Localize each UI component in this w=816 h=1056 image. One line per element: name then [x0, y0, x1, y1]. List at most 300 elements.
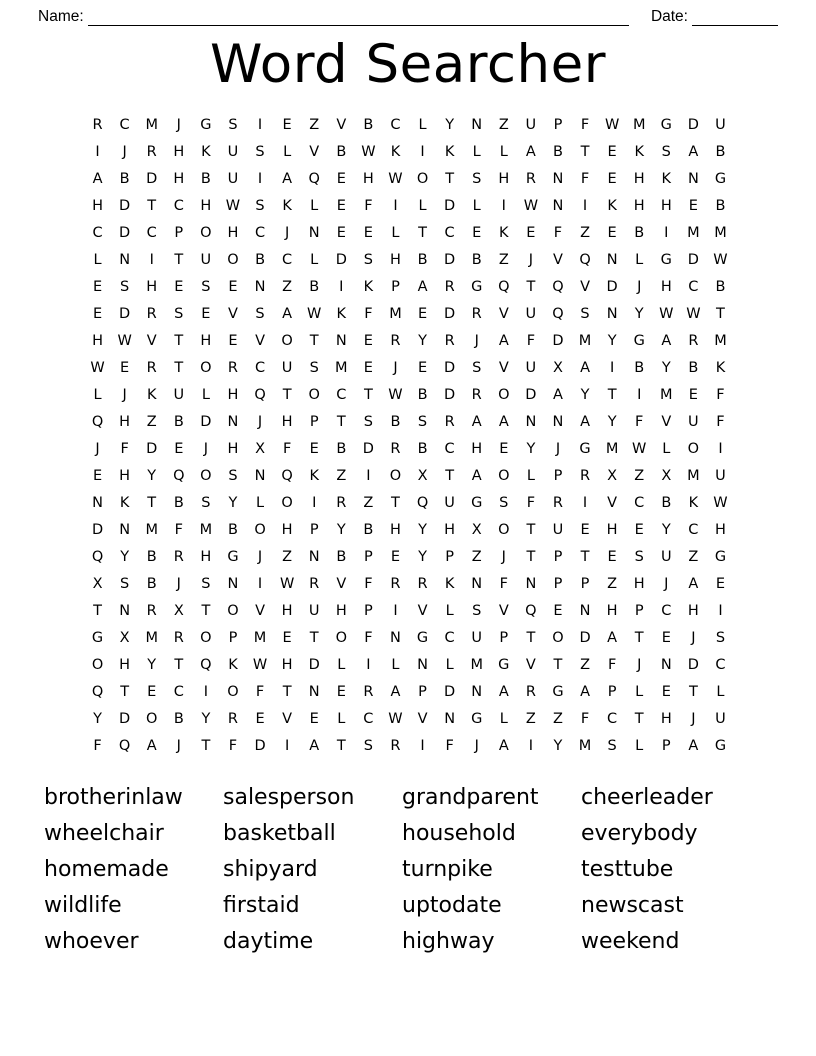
grid-cell[interactable]: H [633, 171, 645, 187]
grid-cell[interactable]: Y [418, 333, 427, 349]
grid-cell[interactable]: Z [336, 468, 347, 484]
grid-cell[interactable]: I [582, 495, 588, 511]
grid-cell[interactable]: F [716, 387, 725, 403]
grid-cell[interactable]: F [364, 198, 373, 214]
grid-cell[interactable]: W [523, 198, 539, 214]
grid-cell[interactable]: U [715, 711, 726, 727]
grid-cell[interactable]: F [499, 576, 508, 592]
grid-cell[interactable]: E [201, 306, 211, 322]
grid-cell[interactable]: N [308, 549, 320, 565]
grid-cell[interactable]: B [173, 711, 184, 727]
grid-cell[interactable]: B [661, 495, 672, 511]
grid-cell[interactable]: D [254, 738, 266, 754]
word-list-item[interactable]: wildlife [44, 893, 122, 918]
grid-cell[interactable]: N [308, 225, 320, 241]
grid-cell[interactable]: H [444, 522, 456, 538]
grid-cell[interactable]: B [146, 549, 157, 565]
grid-cell[interactable]: X [417, 468, 428, 484]
grid-cell[interactable]: L [337, 657, 346, 673]
grid-cell[interactable]: V [227, 306, 238, 322]
grid-cell[interactable]: S [661, 144, 671, 160]
grid-cell[interactable]: V [580, 279, 590, 295]
grid-cell[interactable]: T [445, 468, 455, 484]
grid-cell[interactable]: W [713, 252, 728, 268]
grid-cell[interactable]: P [553, 576, 563, 592]
word-list-item[interactable]: basketball [223, 821, 336, 846]
grid-cell[interactable]: M [335, 360, 348, 376]
grid-cell[interactable]: E [309, 441, 319, 457]
grid-cell[interactable]: L [635, 252, 644, 268]
grid-cell[interactable]: G [633, 333, 645, 349]
grid-cell[interactable]: J [501, 549, 506, 565]
grid-cell[interactable]: V [146, 333, 157, 349]
grid-cell[interactable]: J [691, 711, 696, 727]
grid-cell[interactable]: S [472, 603, 482, 619]
grid-cell[interactable]: I [393, 198, 398, 214]
grid-cell[interactable]: H [362, 171, 374, 187]
grid-cell[interactable]: X [552, 360, 563, 376]
grid-cell[interactable]: I [420, 738, 425, 754]
grid-cell[interactable]: T [526, 630, 536, 646]
grid-cell[interactable]: X [119, 630, 130, 646]
grid-cell[interactable]: V [498, 360, 509, 376]
grid-cell[interactable]: S [363, 252, 373, 268]
grid-cell[interactable]: W [252, 657, 268, 673]
grid-cell[interactable]: T [201, 603, 211, 619]
grid-cell[interactable]: E [174, 279, 184, 295]
grid-cell[interactable]: N [254, 279, 266, 295]
grid-cell[interactable]: S [634, 549, 644, 565]
grid-cell[interactable]: E [607, 144, 617, 160]
grid-cell[interactable]: T [526, 522, 536, 538]
grid-cell[interactable]: R [417, 576, 428, 592]
grid-cell[interactable]: E [336, 198, 346, 214]
grid-cell[interactable]: U [525, 360, 537, 376]
grid-cell[interactable]: R [444, 414, 455, 430]
grid-cell[interactable]: E [634, 522, 644, 538]
grid-cell[interactable]: O [200, 225, 212, 241]
grid-cell[interactable]: N [417, 657, 428, 673]
grid-cell[interactable]: Y [201, 711, 211, 727]
grid-cell[interactable]: E [688, 387, 698, 403]
grid-cell[interactable]: A [688, 576, 699, 592]
grid-cell[interactable]: A [471, 468, 482, 484]
grid-cell[interactable]: B [119, 171, 130, 187]
grid-cell[interactable]: E [228, 279, 238, 295]
grid-cell[interactable]: W [361, 144, 376, 160]
grid-cell[interactable]: E [553, 603, 563, 619]
grid-cell[interactable]: N [552, 414, 564, 430]
word-list-item[interactable]: salesperson [223, 785, 355, 810]
grid-cell[interactable]: T [363, 387, 373, 403]
grid-cell[interactable]: S [309, 360, 319, 376]
grid-cell[interactable]: P [499, 630, 509, 646]
grid-cell[interactable]: T [634, 711, 644, 727]
grid-cell[interactable]: H [119, 414, 131, 430]
grid-cell[interactable]: T [282, 387, 292, 403]
grid-cell[interactable]: C [444, 225, 455, 241]
grid-cell[interactable]: R [227, 711, 238, 727]
grid-cell[interactable]: U [444, 495, 455, 511]
grid-cell[interactable]: H [200, 549, 212, 565]
grid-cell[interactable]: E [607, 171, 617, 187]
grid-cell[interactable]: I [501, 198, 506, 214]
grid-cell[interactable]: Z [309, 117, 320, 133]
grid-cell[interactable]: O [281, 333, 293, 349]
grid-cell[interactable]: C [173, 684, 184, 700]
grid-cell[interactable]: J [474, 738, 479, 754]
grid-cell[interactable]: B [715, 279, 726, 295]
grid-cell[interactable]: Y [418, 549, 427, 565]
grid-cell[interactable]: N [606, 252, 618, 268]
grid-cell[interactable]: L [418, 198, 427, 214]
grid-cell[interactable]: G [579, 441, 591, 457]
grid-cell[interactable]: H [633, 576, 645, 592]
grid-cell[interactable]: N [525, 414, 537, 430]
grid-cell[interactable]: C [336, 387, 347, 403]
grid-cell[interactable]: Z [282, 279, 293, 295]
grid-cell[interactable]: D [687, 252, 699, 268]
grid-cell[interactable]: R [471, 306, 482, 322]
grid-cell[interactable]: O [498, 468, 510, 484]
grid-cell[interactable]: N [227, 414, 239, 430]
grid-cell[interactable]: I [257, 117, 263, 133]
grid-cell[interactable]: D [119, 198, 131, 214]
grid-cell[interactable]: A [498, 738, 509, 754]
grid-cell[interactable]: E [363, 333, 373, 349]
grid-cell[interactable]: F [93, 738, 102, 754]
grid-cell[interactable]: T [147, 495, 157, 511]
grid-cell[interactable]: P [309, 522, 319, 538]
grid-cell[interactable]: P [553, 549, 563, 565]
grid-cell[interactable]: G [200, 117, 212, 133]
grid-cell[interactable]: D [687, 657, 699, 673]
grid-cell[interactable]: L [93, 387, 102, 403]
grid-cell[interactable]: N [471, 684, 483, 700]
grid-cell[interactable]: U [525, 306, 537, 322]
grid-cell[interactable]: Z [498, 252, 509, 268]
grid-cell[interactable]: N [552, 171, 564, 187]
grid-cell[interactable]: H [281, 522, 293, 538]
grid-cell[interactable]: M [578, 738, 592, 754]
grid-cell[interactable]: G [714, 738, 727, 754]
grid-cell[interactable]: U [471, 630, 483, 646]
grid-cell[interactable]: S [472, 171, 482, 187]
grid-cell[interactable]: Q [200, 657, 212, 673]
name-write-in-line[interactable] [88, 11, 629, 26]
grid-cell[interactable]: U [281, 360, 293, 376]
grid-cell[interactable]: M [389, 306, 402, 322]
grid-cell[interactable]: W [388, 387, 403, 403]
word-list-item[interactable]: cheerleader [581, 785, 713, 810]
grid-cell[interactable]: D [119, 711, 131, 727]
grid-cell[interactable]: P [363, 603, 373, 619]
grid-cell[interactable]: B [634, 225, 645, 241]
grid-cell[interactable]: Q [281, 468, 293, 484]
grid-cell[interactable]: U [227, 144, 239, 160]
grid-cell[interactable]: G [91, 630, 104, 646]
grid-cell[interactable]: T [309, 333, 319, 349]
grid-cell[interactable]: D [444, 684, 456, 700]
grid-cell[interactable]: E [499, 441, 509, 457]
grid-cell[interactable]: T [445, 171, 455, 187]
grid-cell[interactable]: Z [282, 549, 293, 565]
grid-cell[interactable]: T [93, 603, 102, 619]
word-list-item[interactable]: weekend [581, 929, 680, 954]
grid-cell[interactable]: K [499, 225, 509, 241]
grid-cell[interactable]: S [201, 576, 211, 592]
grid-cell[interactable]: Y [147, 468, 157, 484]
grid-cell[interactable]: O [200, 360, 212, 376]
grid-cell[interactable]: G [660, 252, 672, 268]
grid-cell[interactable]: N [227, 576, 239, 592]
grid-cell[interactable]: T [120, 684, 130, 700]
grid-cell[interactable]: B [634, 360, 645, 376]
grid-cell[interactable]: X [173, 603, 184, 619]
grid-cell[interactable]: H [119, 468, 131, 484]
grid-cell[interactable]: K [444, 576, 455, 592]
grid-cell[interactable]: A [552, 387, 563, 403]
grid-cell[interactable]: I [257, 576, 263, 592]
grid-cell[interactable]: Y [336, 522, 346, 538]
grid-cell[interactable]: J [122, 387, 127, 403]
grid-cell[interactable]: E [363, 360, 373, 376]
word-list-item[interactable]: uptodate [402, 893, 502, 918]
grid-cell[interactable]: I [582, 198, 588, 214]
grid-cell[interactable]: P [553, 117, 563, 133]
grid-cell[interactable]: T [716, 306, 725, 322]
grid-cell[interactable]: S [201, 495, 211, 511]
grid-cell[interactable]: V [417, 603, 428, 619]
grid-cell[interactable]: I [366, 468, 371, 484]
grid-cell[interactable]: U [715, 117, 726, 133]
grid-cell[interactable]: U [552, 522, 564, 538]
grid-cell[interactable]: U [688, 414, 699, 430]
word-list-item[interactable]: everybody [581, 821, 698, 846]
grid-cell[interactable]: H [227, 441, 239, 457]
grid-cell[interactable]: N [308, 684, 320, 700]
grid-cell[interactable]: I [203, 684, 208, 700]
grid-cell[interactable]: W [279, 576, 295, 592]
grid-cell[interactable]: L [445, 657, 454, 673]
grid-cell[interactable]: O [227, 684, 239, 700]
grid-cell[interactable]: D [91, 522, 104, 538]
grid-cell[interactable]: K [607, 198, 617, 214]
grid-cell[interactable]: X [607, 468, 618, 484]
grid-cell[interactable]: O [416, 171, 429, 187]
grid-cell[interactable]: A [498, 333, 509, 349]
grid-cell[interactable]: I [284, 738, 290, 754]
grid-cell[interactable]: R [444, 333, 455, 349]
grid-cell[interactable]: P [607, 684, 617, 700]
grid-cell[interactable]: C [607, 711, 618, 727]
grid-cell[interactable]: B [309, 279, 320, 295]
grid-cell[interactable]: O [200, 630, 212, 646]
grid-cell[interactable]: L [283, 144, 292, 160]
grid-cell[interactable]: H [281, 414, 293, 430]
grid-cell[interactable]: L [391, 225, 400, 241]
grid-cell[interactable]: A [282, 306, 293, 322]
grid-cell[interactable]: I [312, 495, 317, 511]
grid-cell[interactable]: K [228, 657, 238, 673]
grid-cell[interactable]: M [714, 225, 727, 241]
grid-cell[interactable]: O [200, 468, 212, 484]
grid-cell[interactable]: G [471, 711, 483, 727]
grid-cell[interactable]: H [173, 171, 185, 187]
grid-cell[interactable]: T [201, 738, 211, 754]
grid-cell[interactable]: P [309, 414, 319, 430]
grid-cell[interactable]: A [309, 738, 320, 754]
grid-cell[interactable]: V [661, 414, 672, 430]
grid-cell[interactable]: R [146, 144, 157, 160]
grid-cell[interactable]: W [604, 117, 620, 133]
grid-cell[interactable]: T [580, 144, 590, 160]
grid-cell[interactable]: H [660, 279, 672, 295]
grid-cell[interactable]: L [337, 711, 346, 727]
grid-cell[interactable]: L [635, 684, 644, 700]
grid-cell[interactable]: H [173, 144, 185, 160]
grid-cell[interactable]: R [525, 171, 536, 187]
word-list-item[interactable]: shipyard [223, 857, 318, 882]
grid-cell[interactable]: H [200, 333, 212, 349]
grid-cell[interactable]: H [390, 522, 401, 538]
grid-cell[interactable]: L [662, 441, 671, 457]
grid-cell[interactable]: O [227, 252, 239, 268]
grid-cell[interactable]: H [715, 522, 726, 538]
grid-cell[interactable]: Q [525, 603, 537, 619]
grid-cell[interactable]: Q [91, 684, 104, 700]
grid-cell[interactable]: W [90, 360, 105, 376]
grid-cell[interactable]: N [471, 117, 483, 133]
grid-cell[interactable]: B [200, 171, 211, 187]
grid-cell[interactable]: T [174, 252, 184, 268]
grid-cell[interactable]: A [580, 684, 590, 700]
grid-cell[interactable]: M [253, 630, 267, 646]
grid-cell[interactable]: Q [173, 468, 185, 484]
grid-cell[interactable]: Q [552, 306, 564, 322]
grid-cell[interactable]: A [607, 630, 618, 646]
grid-cell[interactable]: S [255, 198, 265, 214]
grid-cell[interactable]: H [335, 603, 347, 619]
grid-cell[interactable]: E [92, 279, 103, 295]
grid-cell[interactable]: C [634, 495, 645, 511]
word-list-item[interactable]: grandparent [402, 785, 539, 810]
grid-cell[interactable]: V [255, 603, 265, 619]
grid-cell[interactable]: U [173, 387, 185, 403]
grid-cell[interactable]: S [417, 414, 428, 430]
grid-cell[interactable]: L [499, 144, 508, 160]
grid-cell[interactable]: H [227, 387, 239, 403]
grid-cell[interactable]: R [309, 576, 320, 592]
grid-cell[interactable]: R [688, 333, 699, 349]
grid-cell[interactable]: K [119, 495, 130, 511]
grid-cell[interactable]: T [309, 630, 319, 646]
grid-cell[interactable]: R [227, 360, 238, 376]
grid-cell[interactable]: S [120, 576, 130, 592]
grid-cell[interactable]: N [119, 252, 131, 268]
grid-cell[interactable]: Y [661, 522, 671, 538]
grid-cell[interactable]: V [498, 306, 509, 322]
grid-cell[interactable]: J [555, 441, 561, 457]
grid-cell[interactable]: V [525, 657, 536, 673]
grid-cell[interactable]: Q [91, 549, 104, 565]
grid-cell[interactable]: C [444, 441, 455, 457]
grid-cell[interactable]: A [688, 738, 699, 754]
grid-cell[interactable]: P [553, 468, 563, 484]
grid-cell[interactable]: J [284, 225, 290, 241]
grid-cell[interactable]: F [228, 738, 238, 754]
grid-cell[interactable]: D [687, 117, 699, 133]
grid-cell[interactable]: S [201, 279, 211, 295]
grid-cell[interactable]: S [228, 468, 238, 484]
grid-cell[interactable]: V [282, 711, 293, 727]
grid-cell[interactable]: E [92, 468, 103, 484]
grid-cell[interactable]: A [92, 171, 103, 187]
grid-cell[interactable]: B [363, 522, 374, 538]
grid-cell[interactable]: E [607, 549, 617, 565]
grid-cell[interactable]: P [634, 603, 644, 619]
grid-cell[interactable]: F [445, 738, 454, 754]
grid-cell[interactable]: L [93, 252, 102, 268]
grid-cell[interactable]: I [718, 603, 723, 619]
grid-cell[interactable]: F [553, 225, 563, 241]
grid-cell[interactable]: Z [363, 495, 374, 511]
grid-cell[interactable]: O [254, 522, 266, 538]
grid-cell[interactable]: D [606, 279, 618, 295]
grid-cell[interactable]: B [417, 252, 428, 268]
grid-cell[interactable]: H [687, 603, 699, 619]
grid-cell[interactable]: T [607, 387, 617, 403]
grid-cell[interactable]: J [664, 576, 669, 592]
grid-cell[interactable]: M [145, 630, 158, 646]
grid-cell[interactable]: J [393, 360, 398, 376]
grid-cell[interactable]: C [254, 360, 266, 376]
grid-cell[interactable]: F [580, 117, 590, 133]
grid-cell[interactable]: G [471, 495, 483, 511]
grid-cell[interactable]: F [364, 630, 373, 646]
grid-cell[interactable]: L [472, 144, 481, 160]
grid-cell[interactable]: B [227, 522, 238, 538]
grid-cell[interactable]: N [471, 576, 483, 592]
grid-cell[interactable]: R [552, 495, 563, 511]
grid-cell[interactable]: I [257, 171, 263, 187]
grid-cell[interactable]: K [282, 198, 292, 214]
grid-cell[interactable]: C [92, 225, 103, 241]
grid-cell[interactable]: O [498, 522, 510, 538]
grid-cell[interactable]: Z [471, 549, 482, 565]
grid-cell[interactable]: V [336, 117, 347, 133]
grid-cell[interactable]: P [661, 738, 671, 754]
grid-cell[interactable]: S [255, 144, 265, 160]
grid-cell[interactable]: C [173, 198, 184, 214]
grid-cell[interactable]: J [176, 738, 181, 754]
grid-cell[interactable]: A [661, 333, 672, 349]
grid-cell[interactable]: F [580, 171, 590, 187]
grid-cell[interactable]: Y [634, 306, 644, 322]
grid-cell[interactable]: P [363, 549, 373, 565]
grid-cell[interactable]: Z [498, 117, 509, 133]
grid-cell[interactable]: E [147, 684, 157, 700]
grid-cell[interactable]: F [282, 441, 292, 457]
grid-cell[interactable]: N [119, 603, 131, 619]
grid-cell[interactable]: I [718, 441, 723, 457]
grid-cell[interactable]: E [255, 711, 265, 727]
grid-cell[interactable]: E [472, 225, 482, 241]
grid-cell[interactable]: M [632, 117, 646, 133]
grid-cell[interactable]: T [336, 738, 346, 754]
grid-cell[interactable]: T [688, 684, 698, 700]
grid-cell[interactable]: A [498, 684, 509, 700]
